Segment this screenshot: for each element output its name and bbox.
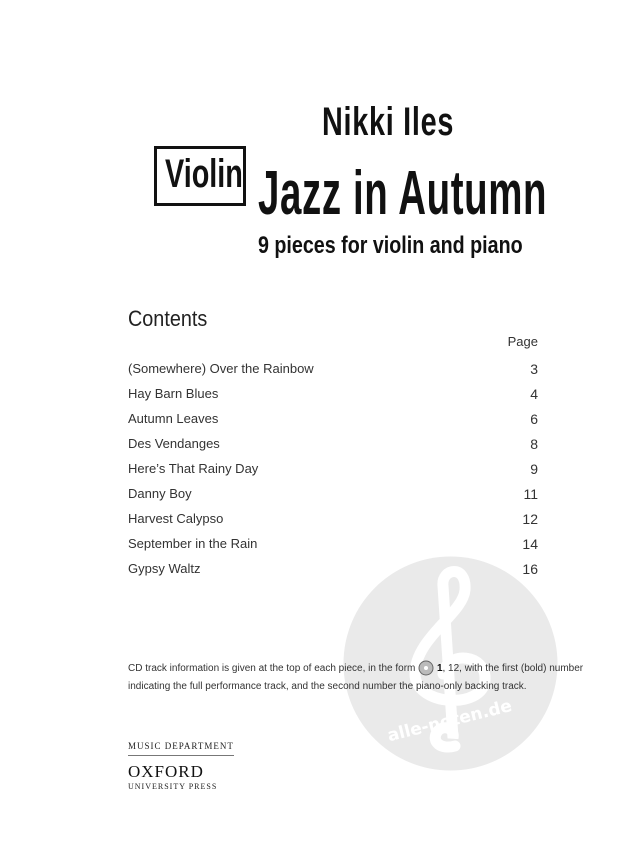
- publisher-department: MUSIC DEPARTMENT: [128, 741, 234, 751]
- piece-title: September in the Rain: [128, 536, 258, 551]
- publisher-press: UNIVERSITY PRESS: [128, 782, 218, 791]
- list-item: [128, 431, 538, 456]
- list-item: [128, 356, 538, 381]
- piece-title: Here’s That Rainy Day: [128, 461, 259, 476]
- piece-title: Autumn Leaves: [128, 411, 219, 426]
- page-number: 16: [522, 560, 538, 577]
- table-of-contents: [128, 356, 538, 581]
- page-number: 12: [522, 510, 538, 527]
- list-item: [128, 531, 538, 556]
- piece-title: Des Vendanges: [128, 436, 220, 451]
- instrument-label: Violin: [165, 152, 243, 196]
- piece-title: Hay Barn Blues: [128, 386, 219, 401]
- cd-note-text-before: CD track information is given at the top of each piece, in the form: [128, 663, 416, 674]
- piece-title: (Somewhere) Over the Rainbow: [128, 361, 314, 376]
- page-number: 9: [530, 460, 538, 477]
- piece-title: Danny Boy: [128, 486, 192, 501]
- list-item: [128, 506, 538, 531]
- list-item: [128, 456, 538, 481]
- piece-title: Gypsy Waltz: [128, 561, 201, 576]
- page-number: 11: [523, 485, 538, 502]
- cd-icon: [418, 660, 434, 676]
- publisher-rule: [128, 755, 234, 756]
- instrument-box: [154, 146, 246, 206]
- piece-title: Harvest Calypso: [128, 511, 224, 526]
- page-number: 4: [530, 385, 538, 402]
- page-number: 3: [530, 360, 538, 377]
- book-subtitle: 9 pieces for violin and piano: [258, 232, 523, 259]
- page-number: 6: [530, 410, 538, 427]
- watermark-text: alle-noten.de: [385, 696, 515, 747]
- composer-name: Nikki Iles: [322, 100, 455, 144]
- page-column-label: Page: [507, 334, 538, 349]
- book-title: Jazz in Autumn: [258, 159, 548, 228]
- page-number: 14: [522, 535, 538, 552]
- list-item: [128, 381, 538, 406]
- cd-note-text-after: , 12, with the first (bold) number indicating the full performance track, and the second number the piano-only backing track.: [128, 663, 584, 692]
- page-number: 8: [530, 435, 538, 452]
- cd-track-note: [128, 660, 598, 696]
- list-item: [128, 406, 538, 431]
- list-item: [128, 481, 538, 506]
- publisher-name: OXFORD: [128, 762, 204, 781]
- contents-heading: Contents: [128, 306, 208, 331]
- cd-note-bold-number: 1: [436, 663, 443, 674]
